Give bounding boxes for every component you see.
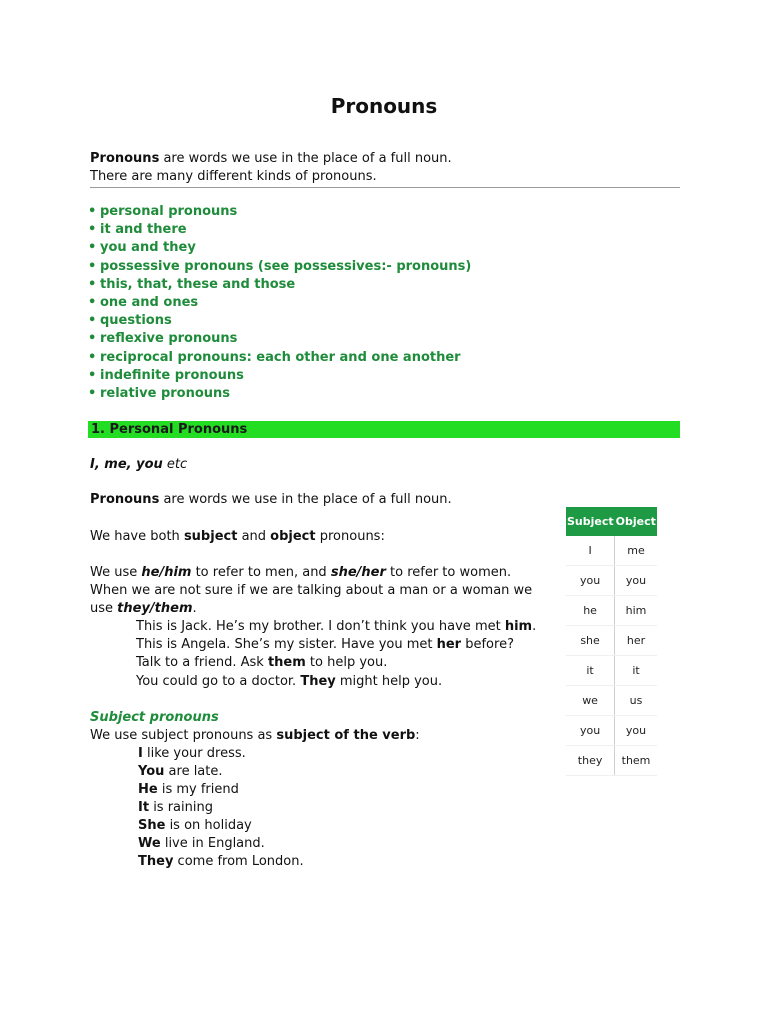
example-sentence: It is raining — [138, 800, 213, 815]
bullet-icon: • — [88, 313, 97, 329]
table-row: it it — [566, 656, 657, 686]
list-item[interactable]: • possessive pronouns (see possessives:- pronouns) — [88, 258, 471, 276]
example-sentence: This is Angela. She’s my sister. Have you met her before? — [136, 637, 514, 652]
bullet-icon: • — [88, 386, 97, 402]
bullet-icon: • — [88, 240, 97, 256]
table-row: she her — [566, 626, 657, 656]
table-row: we us — [566, 686, 657, 716]
paragraph: use they/them. — [90, 601, 197, 616]
divider — [90, 187, 680, 188]
section-subheading: I, me, you etc — [90, 457, 188, 472]
intro-line-1-rest: are words we use in the place of a full noun. — [159, 151, 452, 166]
example-sentence: He is my friend — [138, 782, 239, 797]
intro-line-2: There are many different kinds of pronouns. — [90, 169, 377, 184]
list-item[interactable]: • indefinite pronouns — [88, 367, 471, 385]
list-item[interactable]: • you and they — [88, 239, 471, 257]
bullet-icon: • — [88, 331, 97, 347]
paragraph: We have both subject and object pronouns: — [90, 529, 385, 544]
example-sentence: This is Jack. He’s my brother. I don’t think you have met him. — [136, 619, 537, 634]
list-item[interactable]: • reciprocal pronouns: each other and one another — [88, 349, 471, 367]
example-sentence: You are late. — [138, 764, 223, 779]
example-sentence: We live in England. — [138, 836, 265, 851]
bullet-icon: • — [88, 258, 97, 274]
table-row: you you — [566, 566, 657, 596]
list-item[interactable]: • reflexive pronouns — [88, 330, 471, 348]
list-item[interactable]: • relative pronouns — [88, 385, 471, 403]
list-item[interactable]: • personal pronouns — [88, 203, 471, 221]
table-header-object: Object — [615, 507, 657, 536]
paragraph: We use subject pronouns as subject of the verb: — [90, 728, 420, 743]
example-sentence: Talk to a friend. Ask them to help you. — [136, 655, 388, 670]
subject-pronouns-heading: Subject pronouns — [90, 710, 219, 725]
table-row: they them — [566, 746, 657, 776]
table-header-subject: Subject — [566, 507, 615, 536]
intro-term: Pronouns — [90, 151, 160, 166]
table-row: I me — [566, 536, 657, 566]
example-sentence: They come from London. — [138, 854, 304, 869]
bullet-icon: • — [88, 222, 97, 238]
table-header-row — [566, 507, 657, 536]
bullet-icon: • — [88, 295, 97, 311]
bullet-icon: • — [88, 204, 97, 219]
bullet-icon: • — [88, 276, 97, 292]
bullet-icon: • — [88, 367, 97, 383]
example-sentence: You could go to a doctor. They might help you. — [136, 674, 443, 689]
bullet-icon: • — [88, 349, 97, 365]
list-item[interactable]: • one and ones — [88, 294, 471, 312]
list-item[interactable]: • it and there — [88, 221, 471, 239]
paragraph: We use he/him to refer to men, and she/her to refer to women. — [90, 565, 512, 580]
section-heading: 1. Personal Pronouns — [88, 421, 680, 438]
paragraph: When we are not sure if we are talking about a man or a woman we — [90, 583, 533, 598]
table-row: you you — [566, 716, 657, 746]
page-title: Pronouns — [330, 94, 438, 118]
intro-line-1 — [90, 150, 452, 168]
example-sentence: She is on holiday — [138, 818, 252, 833]
list-item[interactable]: • this, that, these and those — [88, 276, 471, 294]
table-row: he him — [566, 596, 657, 626]
example-sentence: I like your dress. — [138, 746, 246, 761]
paragraph: Pronouns are words we use in the place of a full noun. — [90, 492, 452, 507]
pronoun-table — [566, 507, 657, 776]
list-item[interactable]: • questions — [88, 312, 471, 330]
contents-list — [88, 203, 471, 403]
